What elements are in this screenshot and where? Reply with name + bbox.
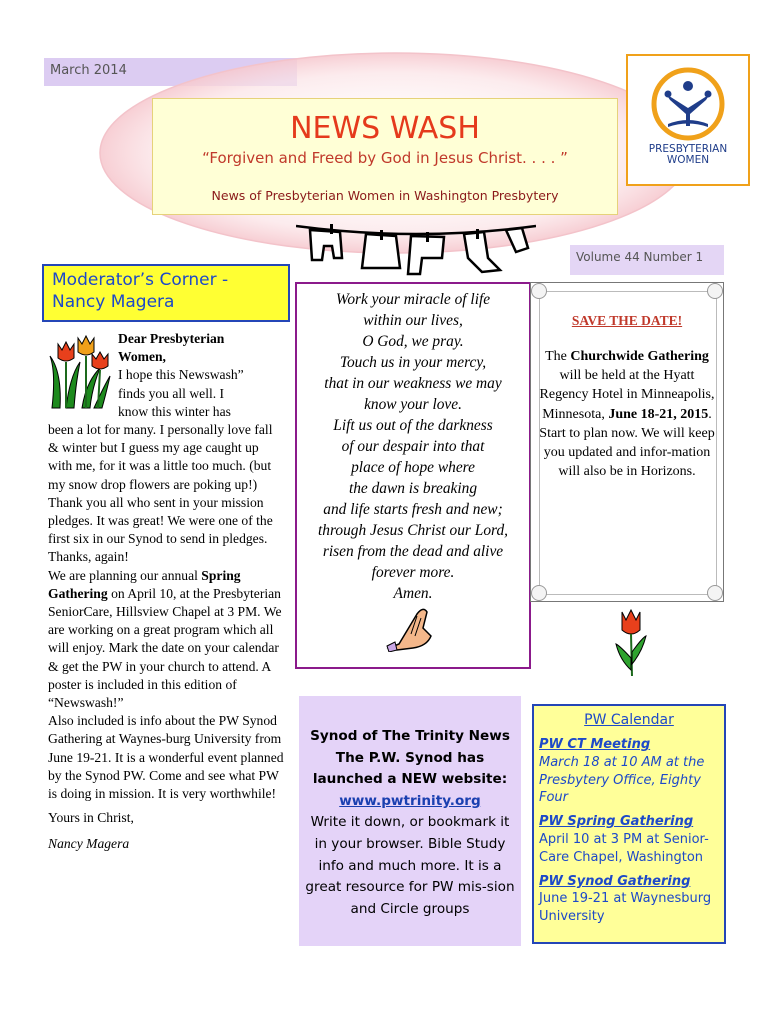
prayer-line: the dawn is breaking [348, 480, 478, 497]
pw-calendar-box [532, 704, 726, 944]
calendar-event-detail: June 19-21 at Waynesburg University [539, 891, 712, 925]
prayer-box [295, 282, 531, 669]
letter-paragraph-1: been a lot for many. I personally love fall & winter but I guess my age caught up with me, for it was a little too much. (but my snow drop flowers are poking up!) Thank you all who sent in your mission pledges. It was great! We were one of the first six in our Synod to send in pledges. Thanks, again! [48, 422, 273, 565]
newsletter-title: NEWS WASH [290, 111, 480, 146]
prayer-line: know your love. [364, 396, 462, 413]
prayer-line: forever more. [371, 564, 455, 581]
praying-hands-icon [383, 604, 439, 652]
prayer-line: and life starts fresh and new; [323, 501, 503, 518]
presbyterian-women-logo [626, 54, 750, 186]
prayer-line: Work your miracle of life [335, 291, 491, 308]
issue-date: March 2014 [50, 63, 127, 78]
calendar-event-title[interactable]: PW CT Meeting [539, 737, 651, 752]
prayer-line: that in our weakness we may [324, 375, 502, 392]
synod-news-text: Synod of The Trinity News The P.W. Synod has launched a NEW website: www.pwtrinity.org Write it down, or bookmark it in your browser. Bible Study info and much more. It is a great resource for PW mis-sion and Circle groups [299, 726, 521, 920]
masthead [152, 98, 618, 182]
calendar-event-title[interactable]: PW Spring Gathering [539, 814, 694, 830]
moderator-letter [48, 330, 286, 854]
corner-rivet-icon [707, 585, 723, 601]
corner-rivet-icon [707, 283, 723, 299]
tulip-icon [612, 608, 650, 678]
prayer-line: risen from the dead and alive [322, 543, 504, 560]
synod-news-box [299, 696, 521, 946]
clothesline-icon [296, 218, 536, 278]
logo-text: PRESBYTERIAN WOMEN [648, 143, 728, 166]
subtitle-bar [152, 180, 618, 215]
calendar-event-detail: April 10 at 3 PM at Senior-Care Chapel, Washington [539, 831, 709, 865]
logo-emblem-icon [638, 64, 738, 142]
moderator-heading-box [42, 264, 290, 322]
save-the-date-box [530, 282, 724, 602]
letter-signature: Nancy Magera [48, 836, 130, 852]
prayer-line: within our lives, [363, 312, 463, 329]
prayer-line: Touch us in your mercy, [339, 354, 487, 371]
calendar-event-title[interactable]: PW Synod Gathering [539, 873, 691, 889]
prayer-line: place of hope where [351, 459, 475, 476]
letter-closing: Yours in Christ, [48, 810, 134, 826]
prayer-line: of our despair into that [341, 438, 485, 455]
prayer-line: Amen. [393, 585, 433, 602]
prayer-line: O God, we pray. [362, 333, 464, 350]
prayer-text [297, 289, 529, 604]
letter-intro: I hope this Newswash” finds you all well. I know this winter has [118, 367, 244, 419]
calendar-event-detail: March 18 at 10 AM at the Presbytery Office, Eighty Four [539, 754, 705, 806]
letter-salutation: Dear Presbyterian Women, [118, 331, 225, 365]
prayer-line: Lift us out of the darkness [333, 417, 493, 434]
volume-box [570, 245, 724, 275]
save-the-date-text: The Churchwide Gathering will be held at the Hyatt Regency Hotel in Minneapolis, Minnesota, June 18-21, 2015. Start to plan now. We will keep you updated and infor-mation will also be in Horizons. [539, 349, 715, 480]
moderator-heading: Moderator’s Corner - Nancy Magera [52, 270, 229, 312]
prayer-line: through Jesus Christ our Lord, [318, 522, 508, 539]
calendar-events [539, 736, 721, 926]
calendar-title: PW Calendar [584, 712, 674, 728]
save-the-date-title: SAVE THE DATE! [571, 313, 683, 328]
letter-paragraph-2: We are planning our annual Spring Gathering on April 10, at the Presbyterian SeniorCare, Hillsview Chapel at 3 PM. We are working on a great program which all will enjoy. Mark the date on your calendar & get the PW in your church to attend. A poster is included in this edition of “Newswash!” [48, 567, 282, 711]
newsletter-subtitle: News of Presbyterian Women in Washington Presbytery [211, 188, 559, 203]
corner-rivet-icon [531, 283, 547, 299]
corner-rivet-icon [531, 585, 547, 601]
website-link[interactable]: www.pwtrinity.org [339, 792, 481, 809]
letter-paragraph-3: Also included is info about the PW Synod Gathering at Waynes-burg University from June 19-21. It is a wonderful event planned by the Synod PW. Come and see what PW is doing in mission. It is very worthwhile! [48, 713, 284, 802]
newsletter-tagline: “Forgiven and Freed by God in Jesus Christ. . . . ” [202, 149, 568, 167]
volume-number: Volume 44 Number 1 [576, 250, 704, 264]
